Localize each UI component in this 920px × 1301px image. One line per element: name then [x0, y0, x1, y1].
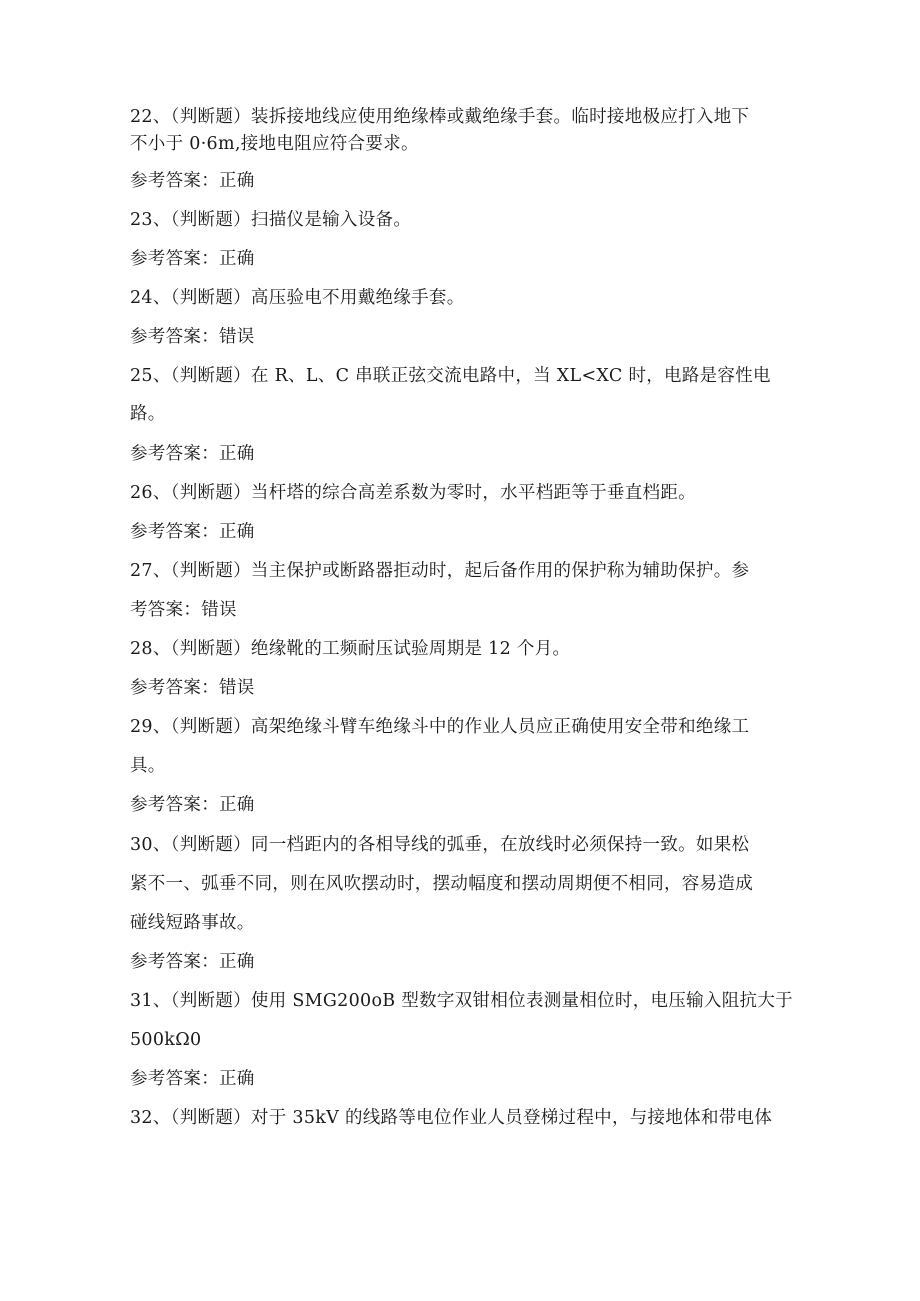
question-25-line-2: 路。 — [130, 404, 166, 424]
question-25-line-1: 25、（判断题）在 R、L、C 串联正弦交流电路中，当 XL<XC 时，电路是容性电 — [130, 366, 771, 386]
question-29-line-2: 具。 — [130, 756, 166, 776]
question-22-line-2: 不小于 0·6m,接地电阻应符合要求。 — [130, 134, 419, 154]
question-26-line-1: 26、（判断题）当杆塔的综合高差系数为零时，水平档距等于垂直档距。 — [130, 483, 696, 503]
question-30-line-1: 30、（判断题）同一档距内的各相导线的弧垂，在放线时必须保持一致。如果松 — [130, 835, 750, 855]
question-29-line-1: 29、（判断题）高架绝缘斗臂车绝缘斗中的作业人员应正确使用安全带和绝缘工 — [130, 717, 750, 737]
question-26-answer: 参考答案：正确 — [130, 522, 255, 542]
question-27-line-1: 27、（判断题）当主保护或断路器拒动时，起后备作用的保护称为辅助保护。参 — [130, 561, 750, 581]
question-23-answer: 参考答案：正确 — [130, 249, 255, 269]
question-30-answer: 参考答案：正确 — [130, 952, 255, 972]
question-22-answer: 参考答案：正确 — [130, 171, 255, 191]
question-32-line-1: 32、（判断题）对于 35kV 的线路等电位作业人员登梯过程中，与接地体和带电体 — [130, 1108, 773, 1128]
question-30-line-3: 碰线短路事故。 — [130, 913, 255, 933]
question-29-answer: 参考答案：正确 — [130, 795, 255, 815]
question-30-line-2: 紧不一、弧垂不同，则在风吹摆动时，摆动幅度和摆动周期便不相同，容易造成 — [130, 874, 753, 894]
question-24-answer: 参考答案：错误 — [130, 327, 255, 347]
question-23-line-1: 23、（判断题）扫描仪是输入设备。 — [130, 210, 412, 230]
question-31-line-1: 31、（判断题）使用 SMG200oB 型数字双钳相位表测量相位时，电压输入阻抗大于 — [130, 991, 793, 1011]
question-28-answer: 参考答案：错误 — [130, 678, 255, 698]
question-28-line-1: 28、（判断题）绝缘靴的工频耐压试验周期是 12 个月。 — [130, 639, 571, 659]
question-24-line-1: 24、（判断题）高压验电不用戴绝缘手套。 — [130, 288, 465, 308]
question-31-answer: 参考答案：正确 — [130, 1069, 255, 1089]
question-31-line-2: 500kΩ0 — [130, 1030, 202, 1050]
question-22-line-1: 22、（判断题）装拆接地线应使用绝缘棒或戴绝缘手套。临时接地极应打入地下 — [130, 107, 750, 127]
question-27-line-2: 考答案：错误 — [130, 600, 237, 620]
question-25-answer: 参考答案：正确 — [130, 444, 255, 464]
